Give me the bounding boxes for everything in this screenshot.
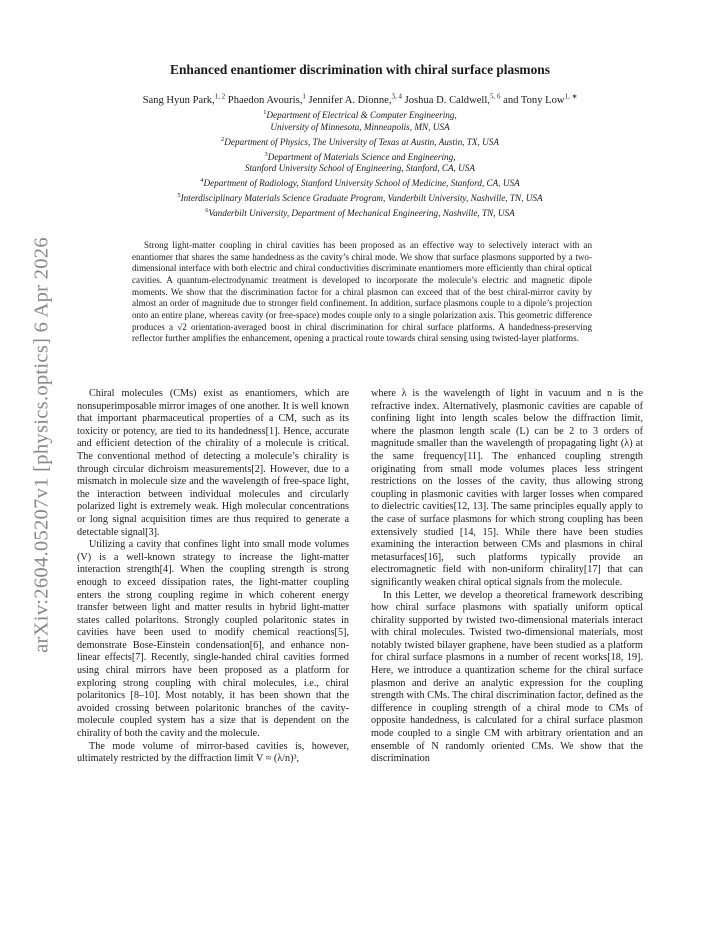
paragraph: The mode volume of mirror-based cavities is, however, ultimately restricted by the diffraction limit V ≈ (λ/n)³, (77, 740, 349, 765)
affiliation: $^2$Department of Physics, The University of Texas at Austin, Austin, TX, USA (221, 135, 499, 147)
affiliation: $^5$Interdisciplinary Materials Science Graduate Program, Vanderbilt University, Nashville, TN, USA (177, 192, 543, 204)
affiliation: University of Minnesota, Minneapolis, MN, USA (270, 121, 450, 132)
affiliation: $^3$Department of Materials Science and Engineering, (264, 150, 456, 162)
author-list (70, 92, 650, 106)
paper-title: Enhanced enantiomer discrimination with chiral surface plasmons (170, 62, 550, 77)
affiliation: $^4$Department of Radiology, Stanford University School of Medicine, Stanford, CA, USA (200, 177, 520, 189)
arxiv-stamp (22, 225, 62, 665)
affiliation: $^6$Vanderbilt University, Department of Mechanical Engineering, Nashville, TN, USA (205, 206, 515, 218)
body-column-left (77, 388, 349, 766)
body-column-right (371, 388, 643, 766)
paragraph: where λ is the wavelength of light in vacuum and n is the refractive index. Alternatively, plasmonic cavities are capable of confining light into length scales below the diffraction limit, where the plasmon length scale (L) can be 2 to 3 orders of magnitude smaller than the wavelength of propagating light (λ) at the same frequency[11]. The enhanced coupling strength originating from small mode volumes places less stringent restrictions on the losses of the cavity, thus allowing strong coupling in plasmonic cavities with larger losses when compared to dielectric cavities[12, 13]. The same principles equally apply to the case of surface plasmons for which strong coupling has been extensively studied [14, 15]. While there have been studies examining the interaction between CMs and plasmons in chiral metasurfaces[16], such platforms typically provide an electromagnetic field with non-uniform chirality[17] that can significantly weaken chiral optical signals from the molecule. (371, 388, 643, 588)
author: Sang Hyun Park,$^{1, 2}$ (142, 92, 226, 106)
affiliation: Stanford University School of Engineering, Stanford, CA, USA (244, 163, 475, 174)
paragraph: Chiral molecules (CMs) exist as enantiomers, which are nonsuperimposable mirror images of one another. It is well known that important pharmaceutical properties of a CM, such as its toxicity or potency, are tied to its handedness[1]. Hence, accurate and efficient detection of the chirality of a molecule is critical. The conventional method of detecting a molecule’s chirality is through circular dichroism measurements[2]. However, due to a mismatch in molecule size and the wavelength of free-space light, the interaction between individual molecules and circularly polarized light is extremely weak. High molecular concentrations or long signal acquisition times are thus required to generate a detectable signal[3]. (77, 388, 349, 538)
arxiv-identifier: arXiv:2604.05207v1 [physics.optics] 6 Apr 2026 (30, 237, 53, 653)
abstract (132, 240, 592, 345)
affiliation-list (90, 107, 630, 220)
abstract-text: Strong light-matter coupling in chiral cavities has been proposed as an effective way to selectively interact with an enantiomer that shares the same handedness as the cavity’s chiral mode. We show that surface plasmons supported by a two-dimensional interface with both electric and chiral conductivities discriminate enantiomers more efficiently than chiral optical cavities. A quantum-electrodynamic treatment is developed to incorporate the molecule’s electric and magnetic dipole moments. We show that the discrimination factor for a chiral plasmon can exceed that of the best chiral-mirror cavity by almost an order of magnitude due to stronger field confinement. In addition, surface plasmons couple to a dipole’s projection onto an entire plane, whereas cavity (or free-space) modes couple only to a single polarization axis. This geometric difference produces a √2 orientation-averaged boost in chiral discrimination for chiral surface platforms. A handedness-preserving reflector further amplifies the enhancement, opening a practical route towards chiral sensing using twisted-layer platforms. (132, 240, 592, 344)
paragraph: In this Letter, we develop a theoretical framework describing how chiral surface plasmons with spatially uniform optical chirality supported by twisted two-dimensional materials interact with chiral molecules. Twisted two-dimensional materials, most notably twisted bilayer graphene, have been studied as a platform for chiral surface plasmons in a number of recent works[18, 19]. Here, we introduce a quantization scheme for the chiral surface plasmon and derive an analytic expression for the coupling strength with CMs. The chiral discrimination factor, defined as the difference in coupling strength of a chiral mode to CMs of opposite handedness, is calculated for a chiral surface plasmon mode coupled to a single CM with arbitrary orientation and an ensemble of N randomly oriented CMs. We show that the discrimination (371, 589, 643, 765)
affiliation: $^1$Department of Electrical & Computer Engineering, (263, 109, 457, 121)
paragraph: Utilizing a cavity that confines light into small mode volumes (V) is a well-known strategy to increase the light-matter interaction strength[4]. When the coupling strength is strong enough to exceed dissipation rates, the light-matter coupling enters the strong coupling regime in which coherent energy transfer between light and matter results in hybrid light-matter states called polaritons. Strongly coupled polaritonic states in cavities have been used to modify chemical reactions[5], demonstrate Bose-Einstein condensation[6], and enhance non-linear effects[7]. Recently, single-handed chiral cavities formed using chiral mirrors have been proposed as a platform for exploring strong coupling with chiral molecules, i.e., chiral polaritonics [8–10]. Most notably, it has been shown that the avoided crossing between polaritonic branches of the cavity-molecule coupled system has a size that is dependent on the chirality of both the cavity and the molecule. (77, 539, 349, 740)
author: and Tony Low$^{1, ∗}$ (500, 92, 578, 106)
author: Phaedon Avouris,$^1$ (225, 92, 306, 106)
author: Jennifer A. Dionne,$^{3, 4}$ (305, 92, 402, 106)
author: Joshua D. Caldwell,$^{5, 6}$ (401, 92, 501, 106)
